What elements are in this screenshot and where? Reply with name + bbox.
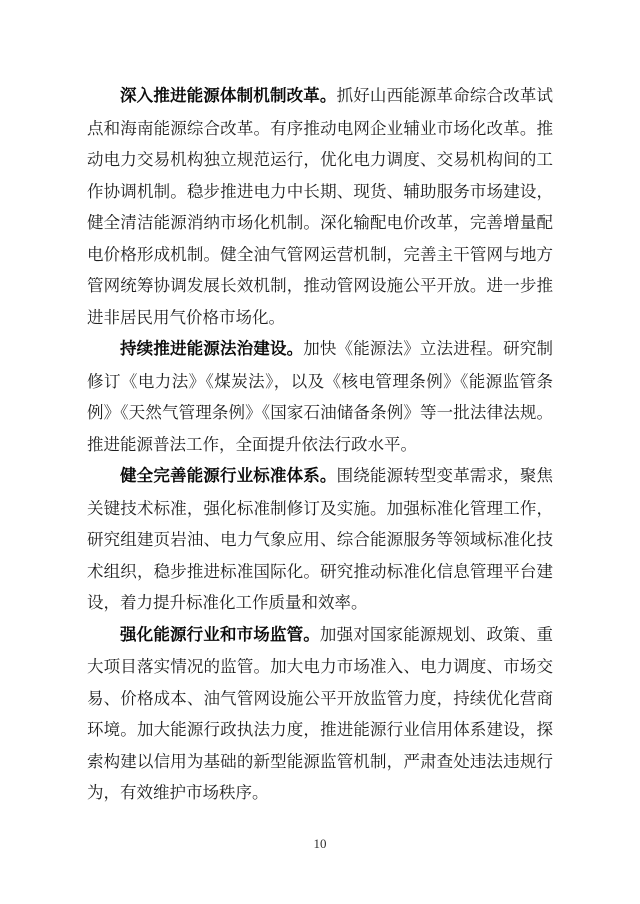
paragraph-text-standards-system: 围绕能源转型变革需求，聚焦关键技术标准，强化标准制修订及实施。加强标准化管理工作，研究组建页岩油、电力气象应用、综合能源服务等领域标准化技术组织，稳步推进标准国际化。研究推动标准化信息管理平台建设，着力提升标准化工作质量和效率。 [87, 466, 554, 612]
document-body [87, 80, 553, 809]
paragraph-lead-standards-system: 健全完善能源行业标准体系。 [120, 467, 337, 485]
paragraph-rule-of-law [87, 333, 553, 460]
paragraph-lead-rule-of-law: 持续推进能源法治建设。 [120, 340, 304, 358]
paragraph-lead-market-supervision: 强化能源行业和市场监管。 [120, 625, 320, 644]
paragraph-text-market-supervision: 加强对国家能源规划、政策、重大项目落实情况的监管。加大电力市场准入、电力调度、市场交易、价格成本、油气管网设施公平开放监管力度，持续优化营商环境。加大能源行政执法力度，推进能源行业信用体系建设，探索构建以信用为基础的新型能源监管机制，严肃查处违法违规行为，有效维护市场秩序。 [87, 624, 554, 802]
page-number: 10 [313, 836, 327, 851]
paragraph-text-rule-of-law: 加快《能源法》立法进程。研究制修订《电力法》《煤炭法》，以及《核电管理条例》《能源监管条例》《天然气管理条例》《国家石油储备条例》等一批法律法规。推进能源普法工作，全面提升依法行政水平。 [87, 339, 554, 454]
paragraph-market-supervision [87, 619, 553, 809]
paragraph-lead-institutional-reform: 深入推进能源体制机制改革。 [120, 87, 337, 105]
paragraph-institutional-reform [87, 80, 553, 333]
paragraph-text-institutional-reform: 抓好山西能源革命综合改革试点和海南能源综合改革。有序推动电网企业辅业市场化改革。推动电力交易机构独立规范运行，优化电力调度、交易机构间的工作协调机制。稳步推进电力中长期、现货、辅助服务市场建设，健全清洁能源消纳市场化机制。深化输配电价改革，完善增量配电价格形成机制。健全油气管网运营机制，完善主干管网与地方管网统筹协调发展长效机制，推动管网设施公平开放。进一步推进非居民用气价格市场化。 [87, 86, 554, 327]
paragraph-standards-system [87, 460, 553, 619]
